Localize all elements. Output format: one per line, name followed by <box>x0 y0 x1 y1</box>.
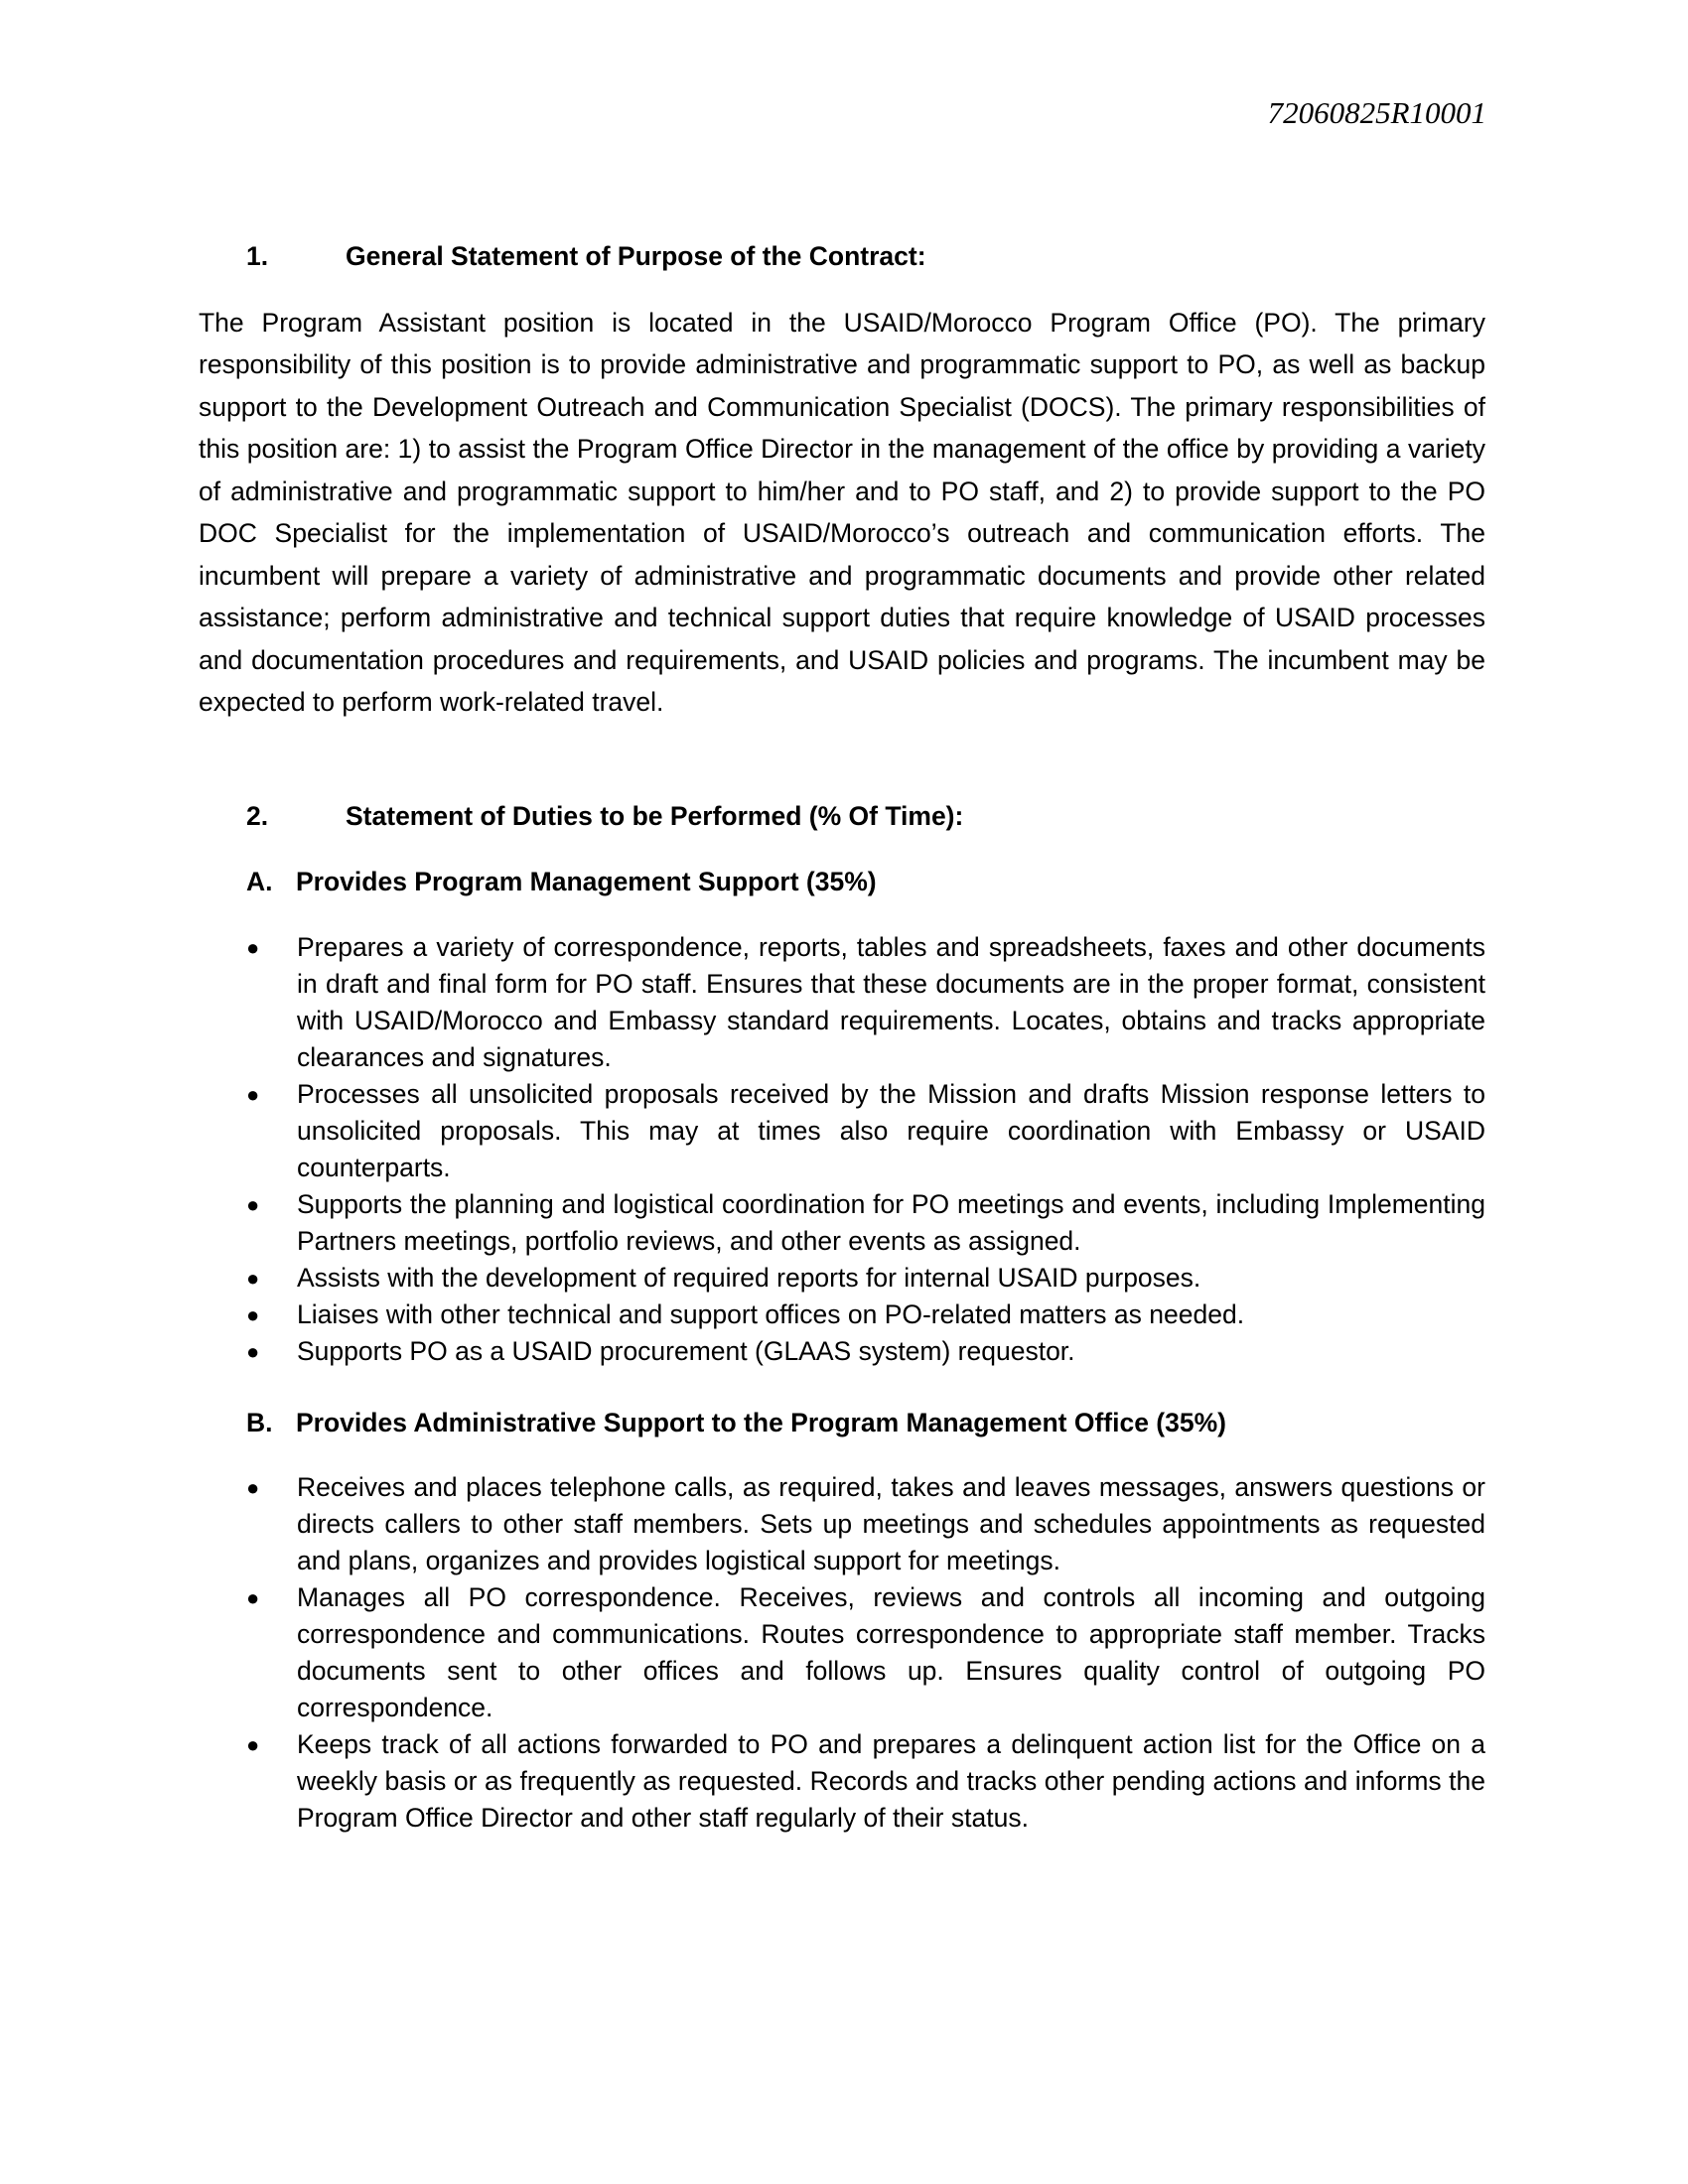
bullet-icon: ● <box>246 1732 260 1757</box>
bullet-icon: ● <box>246 1081 260 1107</box>
list-item <box>246 1469 1485 1579</box>
bullet-icon: ● <box>246 1191 260 1217</box>
list-item-text: Prepares a variety of correspondence, reports, tables and spreadsheets, faxes and other documents in draft and final form for PO staff. Ensures that these documents are in the proper format, consistent with USAID/Morocco and Embassy standard requirements. Locates, obtains and tracks appropriate clearances and signatures. <box>297 931 1485 1072</box>
list-item <box>246 1297 1485 1333</box>
purpose-paragraph: The Program Assistant position is located in the USAID/Morocco Program Office (PO). The primary responsibility of this position is to provide administrative and programmatic support to PO, as well as backup support to the Development Outreach and Communication Specialist (DOCS). The primary responsibilities of this position are: 1) to assist the Program Office Director in the management of the office by providing a variety of administrative and programmatic support to him/her and to PO staff, and 2) to provide support to the PO DOC Specialist for the implementation of USAID/Morocco’s outreach and communication efforts. The incumbent will prepare a variety of administrative and programmatic documents and provide other related assistance; perform administrative and technical support duties that require knowledge of USAID processes and documentation procedures and requirements, and USAID policies and programs. The incumbent may be expected to perform work-related travel. <box>199 307 1485 717</box>
bullet-icon: ● <box>246 1475 260 1500</box>
list-item-text: Supports the planning and logistical coordination for PO meetings and events, including Implementing Partners meetings, portfolio reviews, and other events as assigned. <box>297 1188 1485 1256</box>
section-number: 2. <box>246 800 269 831</box>
section-number: 1. <box>246 241 269 271</box>
list-item <box>246 1186 1485 1260</box>
list-item <box>246 1726 1485 1837</box>
list-item <box>246 1333 1485 1370</box>
document-id: 72060825R10001 <box>1267 95 1486 130</box>
list-item-text: Manages all PO correspondence. Receives, reviews and controls all incoming and outgoing correspondence and communications. Routes correspondence to appropriate staff member. Tracks documents sent to other offices and follows up. Ensures quality control of outgoing PO correspondence. <box>297 1582 1485 1722</box>
subsection-a-list <box>199 929 1485 1370</box>
bullet-icon: ● <box>246 1265 260 1291</box>
section-title: Statement of Duties to be Performed (% Of Time): <box>346 800 964 831</box>
list-item-text: Receives and places telephone calls, as required, takes and leaves messages, answers questions or directs callers to other staff members. Sets up meetings and schedules appointments as requested and plans, organizes and provides logistical support for meetings. <box>297 1472 1485 1575</box>
subsection-b-list <box>199 1469 1485 1837</box>
document-body <box>199 235 1485 1868</box>
list-item-text: Processes all unsolicited proposals received by the Mission and drafts Mission response letters to unsolicited proposals. This may at times also require coordination with Embassy or USAID counterparts. <box>297 1078 1485 1182</box>
subsection-a-heading <box>199 861 1485 903</box>
list-item <box>246 1579 1485 1726</box>
list-item <box>246 1076 1485 1186</box>
bullet-icon: ● <box>246 1338 260 1364</box>
section-title: General Statement of Purpose of the Contract: <box>346 241 926 271</box>
section-2-heading <box>199 795 1485 838</box>
subsection-b-heading <box>199 1402 1485 1444</box>
subsection-letter: B. <box>246 1407 273 1437</box>
subsection-title: Provides Program Management Support (35%) <box>296 867 877 896</box>
subsection-title: Provides Administrative Support to the Program Management Office (35%) <box>296 1407 1226 1437</box>
list-item <box>246 1260 1485 1297</box>
list-item-text: Liaises with other technical and support offices on PO-related matters as needed. <box>297 1298 1245 1329</box>
bullet-icon: ● <box>246 934 260 960</box>
list-item-text: Keeps track of all actions forwarded to PO and prepares a delinquent action list for the Office on a weekly basis or as frequently as requested. Records and tracks other pending actions and informs the Program Office Director and other staff regularly of their status. <box>297 1729 1485 1833</box>
list-item-text: Assists with the development of required reports for internal USAID purposes. <box>297 1262 1201 1293</box>
bullet-icon: ● <box>246 1301 260 1327</box>
bullet-icon: ● <box>246 1585 260 1610</box>
section-1-heading <box>199 235 1485 278</box>
list-item <box>246 929 1485 1076</box>
list-item-text: Supports PO as a USAID procurement (GLAAS system) requestor. <box>297 1335 1075 1366</box>
subsection-letter: A. <box>246 867 273 896</box>
